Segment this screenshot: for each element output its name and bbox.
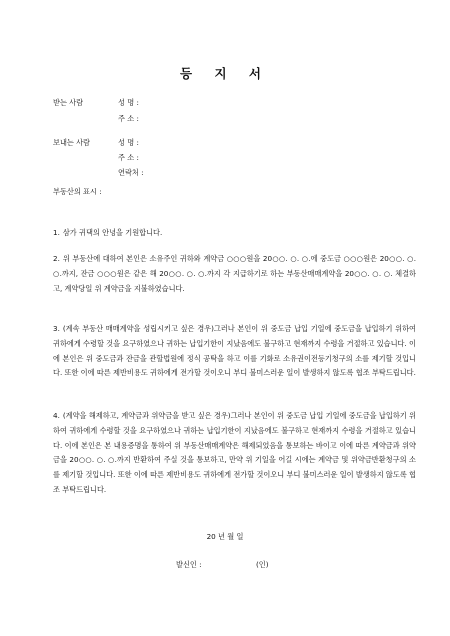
paragraph-1 <box>53 226 416 241</box>
paragraph-text: (계속 부동산 매매계약을 성립시키고 싶은 경우)그러나 본인이 위 중도금 납입 기일에 중도금을 납입하기 위하여 귀하에게 수령할 것을 요구하였으나 귀하는 납입기한이 지났음에도 불구하고 현재까지 수령을 거절하고 있습니다. 이에 본인은 위 중도금과 잔금을 관할법원에 정식 공탁을 하고 이를 기화로 소유권이전등기청구의 소를 제기할 것입니다. 또한 이에 따른 제반비용도 귀하에게 전가할 것이오니 부디 불미스러운 일이 발생하지 않도록 협조 부탁드립니다. <box>53 324 416 378</box>
date-line: 20 년 월 일 <box>206 532 244 541</box>
paragraph-text: 위 부동산에 대하여 본인은 소유주인 귀하와 계약금 ○○○원을 20○○. ○. ○.에 중도금 ○○○원은 20○○. ○. ○.까지, 잔금 ○○○원은 같은 해 20○○. ○. ○.까지 각 지급하기로 하는 부동산매매계약을 20○○. ○. ○. 체결하고, 계약당일 위 계약금을 지불하였습니다. <box>53 254 416 293</box>
recipient-name-label: 성 명 : <box>118 98 139 107</box>
paragraph-number: 3. <box>53 324 60 333</box>
seal-label: (인) <box>256 560 269 569</box>
paragraph-text: (계약을 해제하고, 계약금과 위약금을 받고 싶은 경우)그러나 본인이 위 중도금 납입 기일에 중도금을 납입하기 위하여 귀하에게 수령할 것을 요구하였으나 귀하는 납입기한이 지났음에도 불구하고 현재까지 수령을 거절하고 있습니다. 이에 본인은 본 내용증명을 통하여 위 부동산매매계약은 해제되었음을 통보하는 바이고 이에 따른 계약금과 위약금을 20○○. ○. ○.까지 반환하여 주실 것을 통보하고, 만약 위 기일을 어길 시에는 계약금 및 위약금반환청구의 소를 제기할 것입니다. 또한 이에 따른 제반비용도 귀하에게 전가할 것이오니 부디 불미스러운 일이 발생하지 않도록 협조 부탁드립니다. <box>53 411 416 494</box>
recipient-label: 받는 사람 <box>53 98 84 107</box>
sender-name-label: 성 명 : <box>118 138 139 147</box>
sender-address-label: 주 소 : <box>118 153 139 162</box>
sender-label: 보내는 사람 <box>53 138 91 147</box>
signer-label: 발신인 : <box>176 560 202 569</box>
paragraph-number: 4. <box>53 411 60 420</box>
document-title: 등 지 서 <box>180 66 270 81</box>
recipient-address-label: 주 소 : <box>118 114 139 123</box>
paragraph-2 <box>53 252 416 296</box>
paragraph-4 <box>53 409 416 498</box>
sender-contact-label: 연락처 : <box>118 168 144 177</box>
property-label: 부동산의 표시 : <box>53 187 102 196</box>
paragraph-number: 2. <box>53 254 60 263</box>
paragraph-number: 1. <box>53 228 60 237</box>
paragraph-3 <box>53 322 416 381</box>
paragraph-text: 삼가 귀댁의 안녕을 기원합니다. <box>62 228 163 237</box>
